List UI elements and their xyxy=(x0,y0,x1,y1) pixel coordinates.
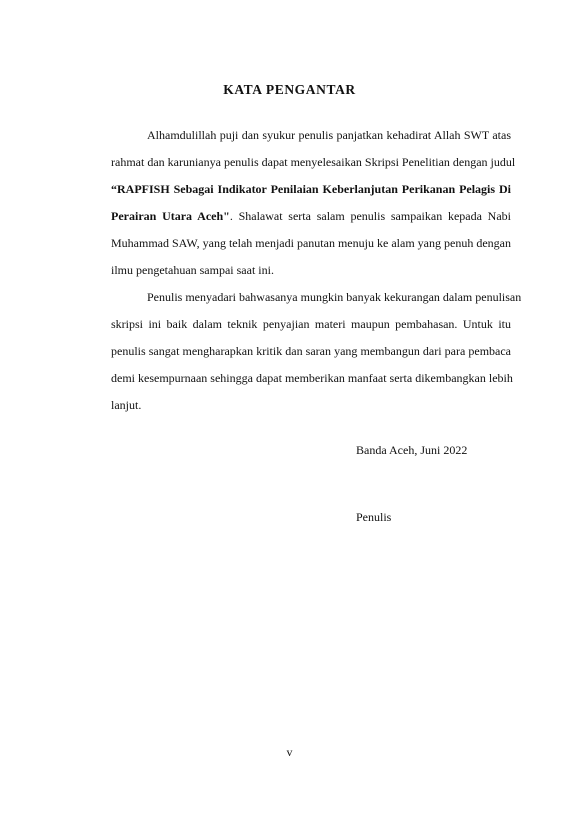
paragraph-1-line-4-rest: . Shalawat serta salam penulis sampaikan kepada Nabi xyxy=(229,209,512,223)
paragraph-1-line-4 xyxy=(111,203,511,230)
paragraph-1-line-3: “RAPFISH Sebagai Indikator Penilaian Keberlanjutan Perikanan Pelagis Di xyxy=(111,182,511,196)
page-title: KATA PENGANTAR xyxy=(223,82,356,97)
paragraph-1-line-2: rahmat dan karunianya penulis dapat menyelesaikan Skripsi Penelitian dengan judul xyxy=(111,155,516,169)
paragraph-2-line-1: Penulis menyadari bahwasanya mungkin banyak kekurangan dalam penulisan xyxy=(147,290,522,304)
page-number: v xyxy=(286,745,293,759)
paragraph-2-line-3: penulis sangat mengharapkan kritik dan saran yang membangun dari para pembaca xyxy=(111,344,511,358)
signature-place-date: Banda Aceh, Juni 2022 xyxy=(356,443,468,457)
paragraph-2-line-5: lanjut. xyxy=(111,398,142,412)
paragraph-2-line-2: skripsi ini baik dalam teknik penyajian materi maupun pembahasan. Untuk itu xyxy=(111,317,511,331)
paragraph-1-line-1: Alhamdulillah puji dan syukur penulis panjatkan kehadirat Allah SWT atas xyxy=(147,128,511,142)
paragraph-1-line-5: Muhammad SAW, yang telah menjadi panutan menuju ke alam yang penuh dengan xyxy=(111,236,511,250)
signature-name: Penulis xyxy=(356,510,392,524)
thesis-title-end: Perairan Utara Aceh" xyxy=(111,209,230,223)
paragraph-1-line-6: ilmu pengetahuan sampai saat ini. xyxy=(111,263,274,277)
paragraph-2-line-4: demi kesempurnaan sehingga dapat memberikan manfaat serta dikembangkan lebih xyxy=(111,371,513,385)
body-text xyxy=(111,122,522,419)
